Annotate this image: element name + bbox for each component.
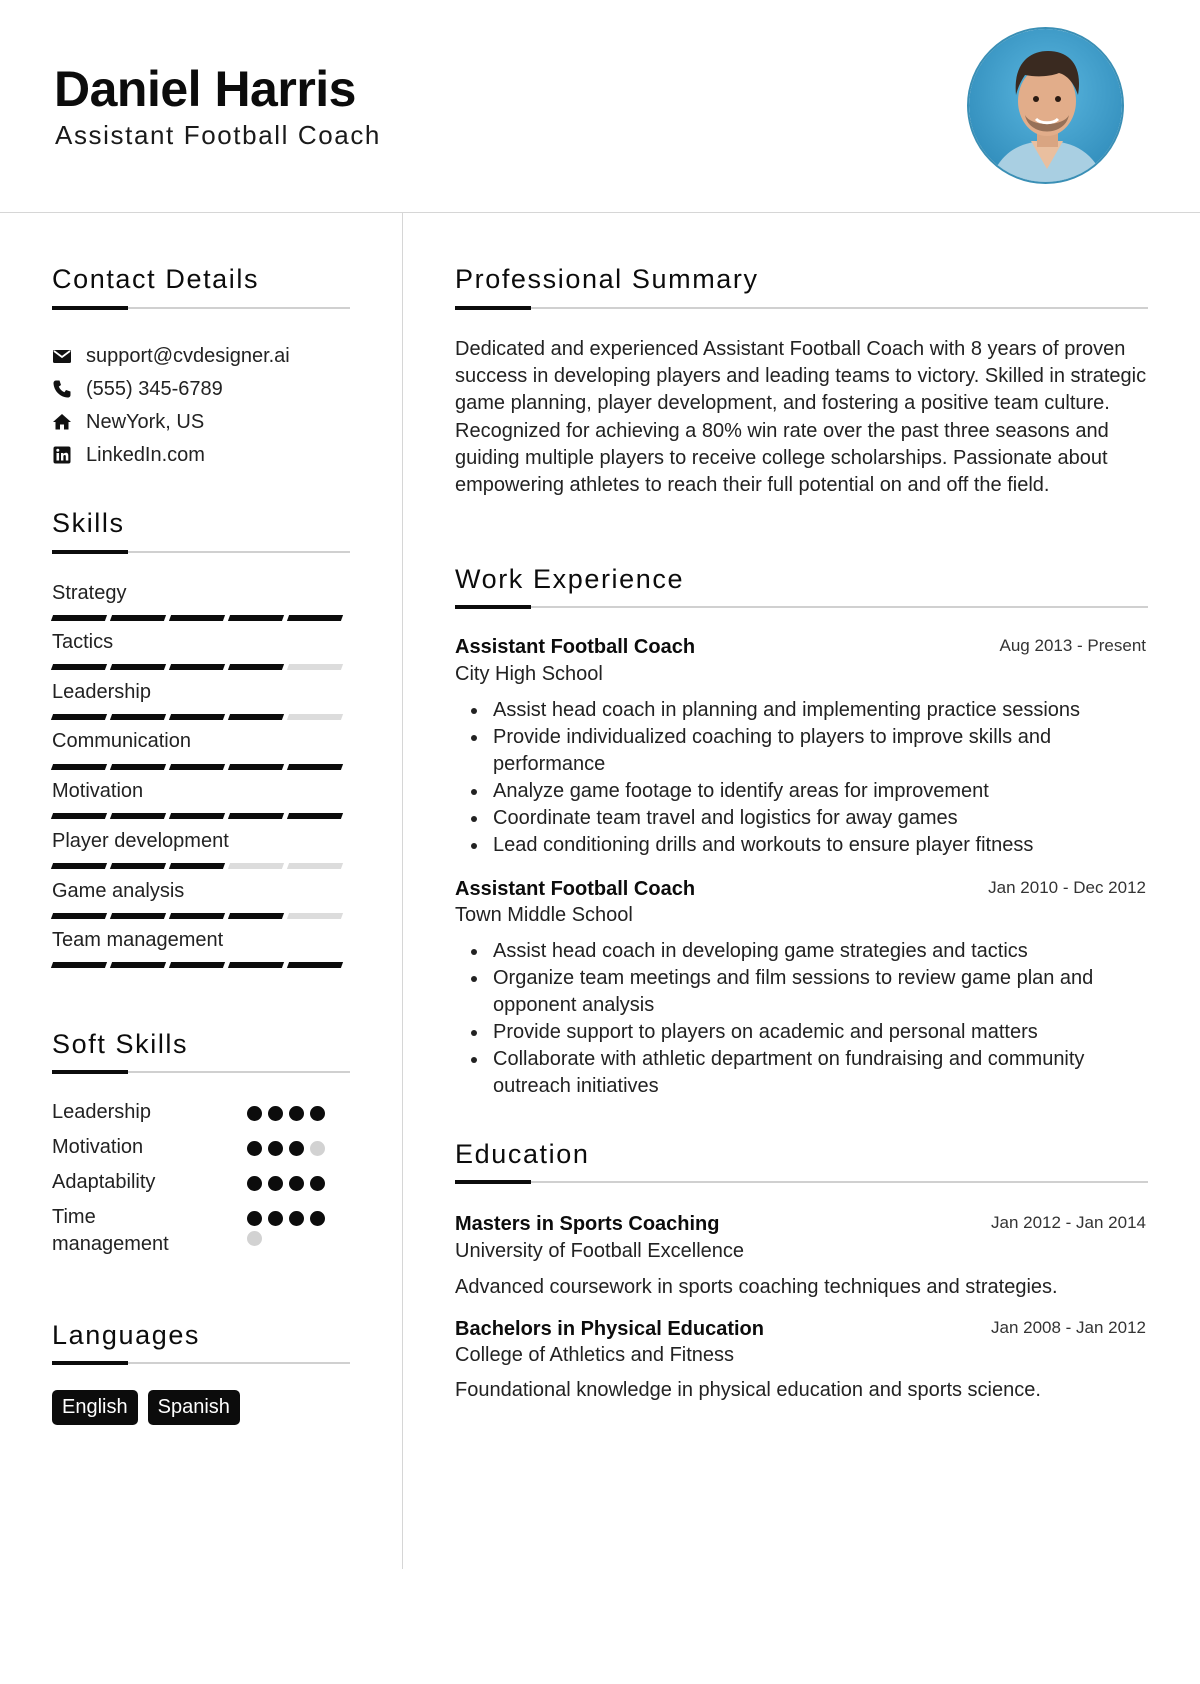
skill-level-segment xyxy=(110,813,166,819)
contact-location xyxy=(52,409,204,435)
soft-skill-dot xyxy=(310,1141,325,1156)
skill-level-segment xyxy=(228,714,284,720)
skill-level-segment xyxy=(287,664,343,670)
skill-level-segment xyxy=(228,764,284,770)
skills-heading: Skills xyxy=(52,508,125,538)
soft-skill-dot xyxy=(268,1141,283,1156)
linkedin-icon xyxy=(52,445,72,465)
job-date: Aug 2013 - Present xyxy=(999,636,1146,655)
languages-heading-rule xyxy=(52,1362,350,1364)
skill-label: Team management xyxy=(52,929,224,951)
skill-level-segment xyxy=(228,615,284,621)
skill-level-segment xyxy=(169,813,225,819)
skill-level-segment xyxy=(228,962,284,968)
education-description: Foundational knowledge in physical education and sports science. xyxy=(455,1379,1041,1401)
language-badge: English xyxy=(52,1390,138,1425)
skill-level-segment xyxy=(169,863,225,869)
job-bullets xyxy=(455,697,1155,859)
soft-skill-dot xyxy=(289,1176,304,1191)
soft-skills-heading: Soft Skills xyxy=(52,1029,189,1059)
skill-label: Strategy xyxy=(52,582,127,604)
skill-level-segment xyxy=(51,863,107,869)
skill-level-segment xyxy=(287,813,343,819)
skill-bar xyxy=(52,913,342,919)
soft-skill-label: Leadership xyxy=(52,1101,151,1123)
skill-label: Motivation xyxy=(52,780,144,802)
job-date: Jan 2010 - Dec 2012 xyxy=(988,878,1146,897)
soft-skills-heading-rule xyxy=(52,1071,350,1073)
soft-skill-label: Motivation xyxy=(52,1136,144,1158)
skill-level-segment xyxy=(51,764,107,770)
skill-bar xyxy=(52,764,342,770)
skill-bar xyxy=(52,714,342,720)
skill-level-segment xyxy=(287,615,343,621)
skill-level-segment xyxy=(287,714,343,720)
skill-bar xyxy=(52,615,342,621)
skill-level-segment xyxy=(110,664,166,670)
skill-level-segment xyxy=(110,962,166,968)
skill-level-segment xyxy=(169,615,225,621)
education-degree: Masters in Sports Coaching xyxy=(455,1213,720,1235)
contact-location-text: NewYork, US xyxy=(86,410,205,433)
skill-level-segment xyxy=(287,962,343,968)
contact-phone-text: (555) 345-6789 xyxy=(86,377,223,400)
soft-skill-dot xyxy=(289,1106,304,1121)
skill-level-segment xyxy=(169,664,225,670)
skill-level-segment xyxy=(110,764,166,770)
job-bullets xyxy=(455,938,1155,1100)
summary-text: Dedicated and experienced Assistant Football Coach with 8 years of proven success in developing players and leading teams to victory. Skilled in strategic game planning, player development, and fostering a positive team culture. Recognized for achieving a 80% win rate over the past three seasons and guiding multiple players to receive college scholarships. Passionate about empowering athletes to reach their full potential on and off the field. xyxy=(455,338,1147,497)
skill-label: Communication xyxy=(52,730,191,752)
job-bullet: Lead conditioning drills and workouts to ensure player fitness xyxy=(455,832,1155,859)
language-badge: Spanish xyxy=(148,1390,240,1425)
skill-bar xyxy=(52,863,342,869)
phone-icon xyxy=(52,379,72,399)
skill-label: Player development xyxy=(52,830,229,852)
contact-heading-rule xyxy=(52,307,350,309)
job-organization: City High School xyxy=(455,663,603,685)
soft-skill-dot xyxy=(247,1106,262,1121)
education-date: Jan 2012 - Jan 2014 xyxy=(990,1213,1146,1232)
summary-heading: Professional Summary xyxy=(455,264,759,294)
soft-skill-dot xyxy=(247,1141,262,1156)
skill-level-segment xyxy=(51,664,107,670)
skill-level-segment xyxy=(51,615,107,621)
skill-level-segment xyxy=(169,913,225,919)
job-organization: Town Middle School xyxy=(455,904,633,926)
skill-level-segment xyxy=(110,714,166,720)
experience-heading: Work Experience xyxy=(455,564,685,594)
education-description: Advanced coursework in sports coaching techniques and strategies. xyxy=(455,1276,1058,1298)
skill-level-segment xyxy=(228,664,284,670)
resume-header xyxy=(0,0,1200,213)
education-date: Jan 2008 - Jan 2012 xyxy=(990,1318,1146,1337)
contact-email-text: support@cvdesigner.ai xyxy=(86,344,290,367)
home-icon xyxy=(52,412,72,432)
soft-skill-dot xyxy=(247,1176,262,1191)
skill-bar xyxy=(52,962,342,968)
languages-list xyxy=(52,1390,240,1425)
skill-level-segment xyxy=(51,813,107,819)
job-title: Assistant Football Coach xyxy=(455,636,696,658)
languages-heading: Languages xyxy=(52,1320,201,1350)
skill-level-segment xyxy=(287,764,343,770)
job-bullet: Coordinate team travel and logistics for away games xyxy=(455,805,1155,832)
contact-phone[interactable] xyxy=(52,376,223,402)
skill-level-segment xyxy=(287,913,343,919)
soft-skill-dots xyxy=(247,1106,329,1121)
experience-heading-rule xyxy=(455,606,1148,608)
skill-label: Leadership xyxy=(52,681,151,703)
soft-skill-dot xyxy=(310,1106,325,1121)
soft-skill-dot xyxy=(310,1176,325,1191)
candidate-role: Assistant Football Coach xyxy=(55,120,381,150)
education-school: University of Football Excellence xyxy=(455,1240,745,1262)
education-degree: Bachelors in Physical Education xyxy=(455,1318,764,1340)
candidate-name: Daniel Harris xyxy=(54,61,356,117)
job-title: Assistant Football Coach xyxy=(455,878,696,900)
skill-level-segment xyxy=(51,962,107,968)
education-school: College of Athletics and Fitness xyxy=(455,1344,735,1366)
soft-skill-dot xyxy=(268,1211,283,1226)
skill-level-segment xyxy=(169,764,225,770)
skills-heading-rule xyxy=(52,551,350,553)
contact-linkedin[interactable] xyxy=(52,442,205,468)
skill-level-segment xyxy=(110,863,166,869)
soft-skill-dot xyxy=(247,1231,262,1246)
job-bullet: Collaborate with athletic department on fundraising and community outreach initiatives xyxy=(455,1046,1135,1100)
soft-skill-label: Adaptability xyxy=(52,1171,156,1193)
skill-level-segment xyxy=(110,913,166,919)
soft-skill-dot xyxy=(289,1141,304,1156)
job-bullet: Analyze game footage to identify areas for improvement xyxy=(455,778,1155,805)
skill-label: Game analysis xyxy=(52,880,185,902)
contact-email[interactable] xyxy=(52,343,290,369)
soft-skill-label: Time management xyxy=(52,1206,169,1255)
job-bullet: Provide support to players on academic and personal matters xyxy=(455,1019,1155,1046)
skill-level-segment xyxy=(228,813,284,819)
skill-level-segment xyxy=(169,962,225,968)
soft-skill-dots xyxy=(247,1211,329,1246)
job-bullet: Provide individualized coaching to players to improve skills and performance xyxy=(455,724,1095,778)
skill-level-segment xyxy=(287,863,343,869)
job-bullet: Assist head coach in planning and implementing practice sessions xyxy=(455,697,1155,724)
soft-skill-dot xyxy=(289,1211,304,1226)
skill-level-segment xyxy=(110,615,166,621)
soft-skill-dot xyxy=(310,1211,325,1226)
skill-level-segment xyxy=(169,714,225,720)
contact-linkedin-text: LinkedIn.com xyxy=(86,443,205,466)
skill-bar xyxy=(52,813,342,819)
profile-photo xyxy=(967,27,1124,184)
envelope-icon xyxy=(52,346,72,366)
job-bullet: Organize team meetings and film sessions to review game plan and opponent analysis xyxy=(455,965,1115,1019)
soft-skill-dots xyxy=(247,1141,329,1156)
contact-heading: Contact Details xyxy=(52,264,260,294)
skill-level-segment xyxy=(228,913,284,919)
soft-skill-dot xyxy=(268,1106,283,1121)
job-bullet: Assist head coach in developing game strategies and tactics xyxy=(455,938,1155,965)
skill-bar xyxy=(52,664,342,670)
education-heading-rule xyxy=(455,1181,1148,1183)
soft-skill-dots xyxy=(247,1176,329,1191)
soft-skill-dot xyxy=(268,1176,283,1191)
education-heading: Education xyxy=(455,1139,590,1169)
column-divider xyxy=(402,213,403,1569)
skill-level-segment xyxy=(228,863,284,869)
skill-label: Tactics xyxy=(52,631,114,653)
soft-skill-dot xyxy=(247,1211,262,1226)
skill-level-segment xyxy=(51,714,107,720)
summary-heading-rule xyxy=(455,307,1148,309)
skill-level-segment xyxy=(51,913,107,919)
